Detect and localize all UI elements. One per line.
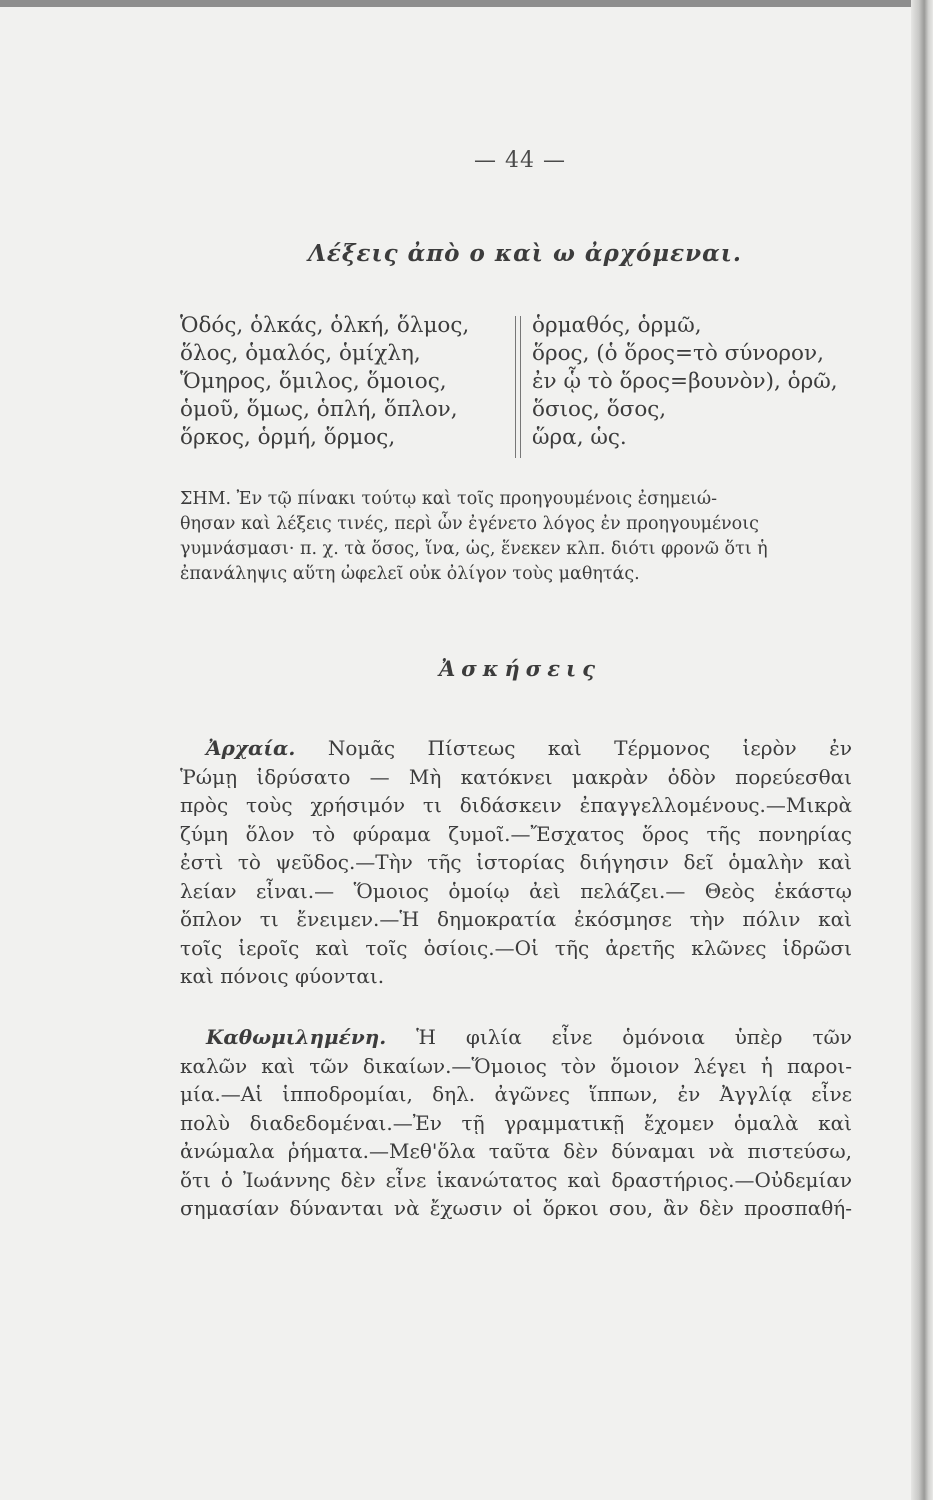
word-line: ὅσιος, ὅσος,	[532, 397, 667, 422]
column-divider	[515, 316, 521, 458]
section-title: Λέξεις ἀπὸ ο καὶ ω ἀρχόμεναι.	[308, 240, 742, 267]
paragraph-line: πρὸς τοὺς χρήσιμόν τι διδάσκειν ἐπαγγελλομένους.—Μικρὰ	[180, 793, 852, 817]
word-line: ὅρος, (ὁ ὅρος=τὸ σύνορον,	[532, 341, 824, 366]
paragraph-line: ζύμη ὅλον τὸ φύραμα ζυμοῖ.—Ἔσχατος ὅρος τῆς πονηρίας	[180, 821, 852, 846]
page-number: — 44 —	[474, 148, 566, 173]
paragraph-lead: Καθωμιλημένη.	[206, 1025, 387, 1049]
exercises-title: Ἀσκήσεις	[439, 656, 601, 681]
paragraph-line: ἐστὶ τὸ ψεῦδος.—Τὴν τῆς ἱστορίας διήγησιν δεῖ ὁμαλὴν καὶ	[180, 850, 852, 874]
word-line: ἐν ᾧ τὸ ὅρος=βουνὸν), ὁρῶ,	[532, 369, 838, 394]
word-line: ὁρμαθός, ὁρμῶ,	[532, 313, 702, 338]
paragraph-line: καλῶν καὶ τῶν δικαίων.—Ὅμοιος τὸν ὅμοιον λέγει ἡ παροι-	[180, 1053, 852, 1078]
note-line: ἐπανάληψις αὕτη ὠφελεῖ οὐκ ὀλίγον τοὺς μαθητάς.	[180, 564, 640, 584]
paragraph-line: καὶ πόνοις φύονται.	[180, 964, 385, 988]
paragraph-line: ὅτι ὁ Ἰωάννης δὲν εἶνε ἱκανώτατος καὶ δραστήριος.—Οὐδεμίαν	[180, 1167, 852, 1192]
paragraph-line: μία.—Αἱ ἱπποδρομίαι, δηλ. ἀγῶνες ἵππων, ἐν Ἀγγλίᾳ εἶνε	[180, 1082, 852, 1106]
page-top-edge	[0, 0, 933, 7]
paragraph-colloquial	[180, 1023, 852, 1223]
paragraph-line	[180, 1023, 852, 1052]
note-line: θησαν καὶ λέξεις τινές, περὶ ὧν ἐγένετο λόγος ἐν προηγουμένοις	[180, 514, 759, 534]
paragraph-line: τοῖς ἱεροῖς καὶ τοῖς ὁσίοις.—Οἱ τῆς ἀρετῆς κλῶνες ἱδρῶσι	[180, 935, 852, 960]
note-line: γυμνάσμασι· π. χ. τὰ ὅσος, ἵνα, ὡς, ἕνεκεν κλπ. διότι φρονῶ ὅτι ἡ	[180, 539, 768, 559]
paragraph-line: σημασίαν δύνανται νὰ ἔχωσιν οἱ ὅρκοι σου, ἂν δὲν προσπαθή-	[180, 1196, 852, 1220]
paragraph-line: ὅπλον τι ἔνειμεν.—Ἡ δημοκρατία ἐκόσμησε τὴν πόλιν καὶ	[180, 907, 852, 931]
word-line: Ὁδός, ὁλκάς, ὁλκή, ὅλμος,	[180, 313, 470, 338]
paragraph-line: Ῥώμῃ ἱδρύσατο — Μὴ κατόκνει μακρὰν ὁδὸν πορεύεσθαι	[180, 764, 852, 789]
word-line: ὅλος, ὁμαλός, ὁμίχλη,	[180, 341, 421, 366]
note-paragraph	[180, 487, 852, 587]
word-line: Ὅμηρος, ὅμιλος, ὅμοιος,	[180, 369, 447, 394]
paragraph-line: λείαν εἶναι.— Ὅμοιος ὁμοίῳ ἀεὶ πελάζει.— Θεὸς ἑκάστῳ	[180, 878, 852, 903]
paragraph-line-text: Νομᾶς Πίστεως καὶ Τέρμονος ἱερὸν ἐν	[327, 736, 853, 760]
paragraph-line: ἀνώμαλα ῥήματα.—Μεθ'ὅλα ταῦτα δὲν δύναμαι νὰ πιστεύσω,	[180, 1139, 852, 1163]
paragraph-line: πολὺ διαδεδομέναι.—Ἐν τῇ γραμματικῇ ἔχομεν ὁμαλὰ καὶ	[180, 1110, 852, 1135]
word-column-right	[532, 312, 862, 452]
paragraph-line	[180, 734, 852, 763]
paragraph-lead: Ἀρχαία.	[206, 736, 296, 760]
word-line: ὁμοῦ, ὅμως, ὁπλή, ὅπλον,	[180, 397, 458, 422]
word-line: ὅρκος, ὁρμή, ὅρμος,	[180, 425, 396, 450]
paragraph-line-text: Ἡ φιλία εἶνε ὁμόνοια ὑπὲρ τῶν	[416, 1025, 852, 1049]
note-line: ΣΗΜ. Ἐν τῷ πίνακι τούτῳ καὶ τοῖς προηγουμένοις ἐσημειώ-	[180, 489, 718, 509]
word-line: ὥρα, ὡς.	[532, 425, 627, 450]
page-binding-shadow	[911, 0, 933, 1500]
paragraph-ancient	[180, 734, 852, 991]
word-column-left	[180, 312, 510, 452]
